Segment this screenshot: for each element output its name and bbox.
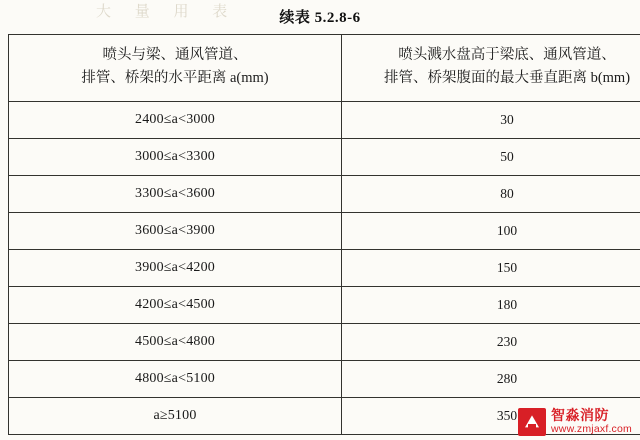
cell-range: 3600≤a<3900 <box>9 212 342 249</box>
cell-range: 3900≤a<4200 <box>9 249 342 286</box>
table-row <box>9 323 640 360</box>
spec-table-container <box>8 34 630 435</box>
column-header-horizontal-distance: 喷头与梁、通风管道、 排管、桥架的水平距离 a(mm) <box>9 35 342 102</box>
cell-value: 100 <box>342 212 640 249</box>
faint-background-text: 大 量 用 表 <box>96 4 238 20</box>
cell-range: 3300≤a<3600 <box>9 175 342 212</box>
table-body <box>9 101 640 434</box>
table-row <box>9 101 640 138</box>
cell-range: 4500≤a<4800 <box>9 323 342 360</box>
table-row <box>9 360 640 397</box>
column-header-vertical-distance: 喷头溅水盘高于梁底、通风管道、 排管、桥架腹面的最大垂直距离 b(mm) <box>342 35 640 102</box>
cell-range: 3000≤a<3300 <box>9 138 342 175</box>
table-head <box>9 35 640 102</box>
cell-value: 350 <box>342 397 640 434</box>
cell-range: a≥5100 <box>9 397 342 434</box>
watermark-text <box>551 408 632 435</box>
table-row <box>9 212 640 249</box>
table-row <box>9 249 640 286</box>
table-row <box>9 175 640 212</box>
watermark <box>518 408 632 436</box>
table-row <box>9 286 640 323</box>
watermark-url: www.zmjaxf.com <box>551 422 632 435</box>
page-title: 续表 5.2.8-6 <box>279 10 361 26</box>
cell-range: 4800≤a<5100 <box>9 360 342 397</box>
cell-range: 4200≤a<4500 <box>9 286 342 323</box>
cell-value: 50 <box>342 138 640 175</box>
spec-table <box>8 34 640 435</box>
cell-value: 230 <box>342 323 640 360</box>
table-row <box>9 138 640 175</box>
flame-logo-icon <box>518 408 546 436</box>
cell-value: 150 <box>342 249 640 286</box>
cell-value: 30 <box>342 101 640 138</box>
watermark-name: 智淼消防 <box>551 407 610 424</box>
cell-value: 80 <box>342 175 640 212</box>
cell-value: 280 <box>342 360 640 397</box>
cell-value: 180 <box>342 286 640 323</box>
cell-range: 2400≤a<3000 <box>9 101 342 138</box>
table-header-row <box>9 35 640 102</box>
